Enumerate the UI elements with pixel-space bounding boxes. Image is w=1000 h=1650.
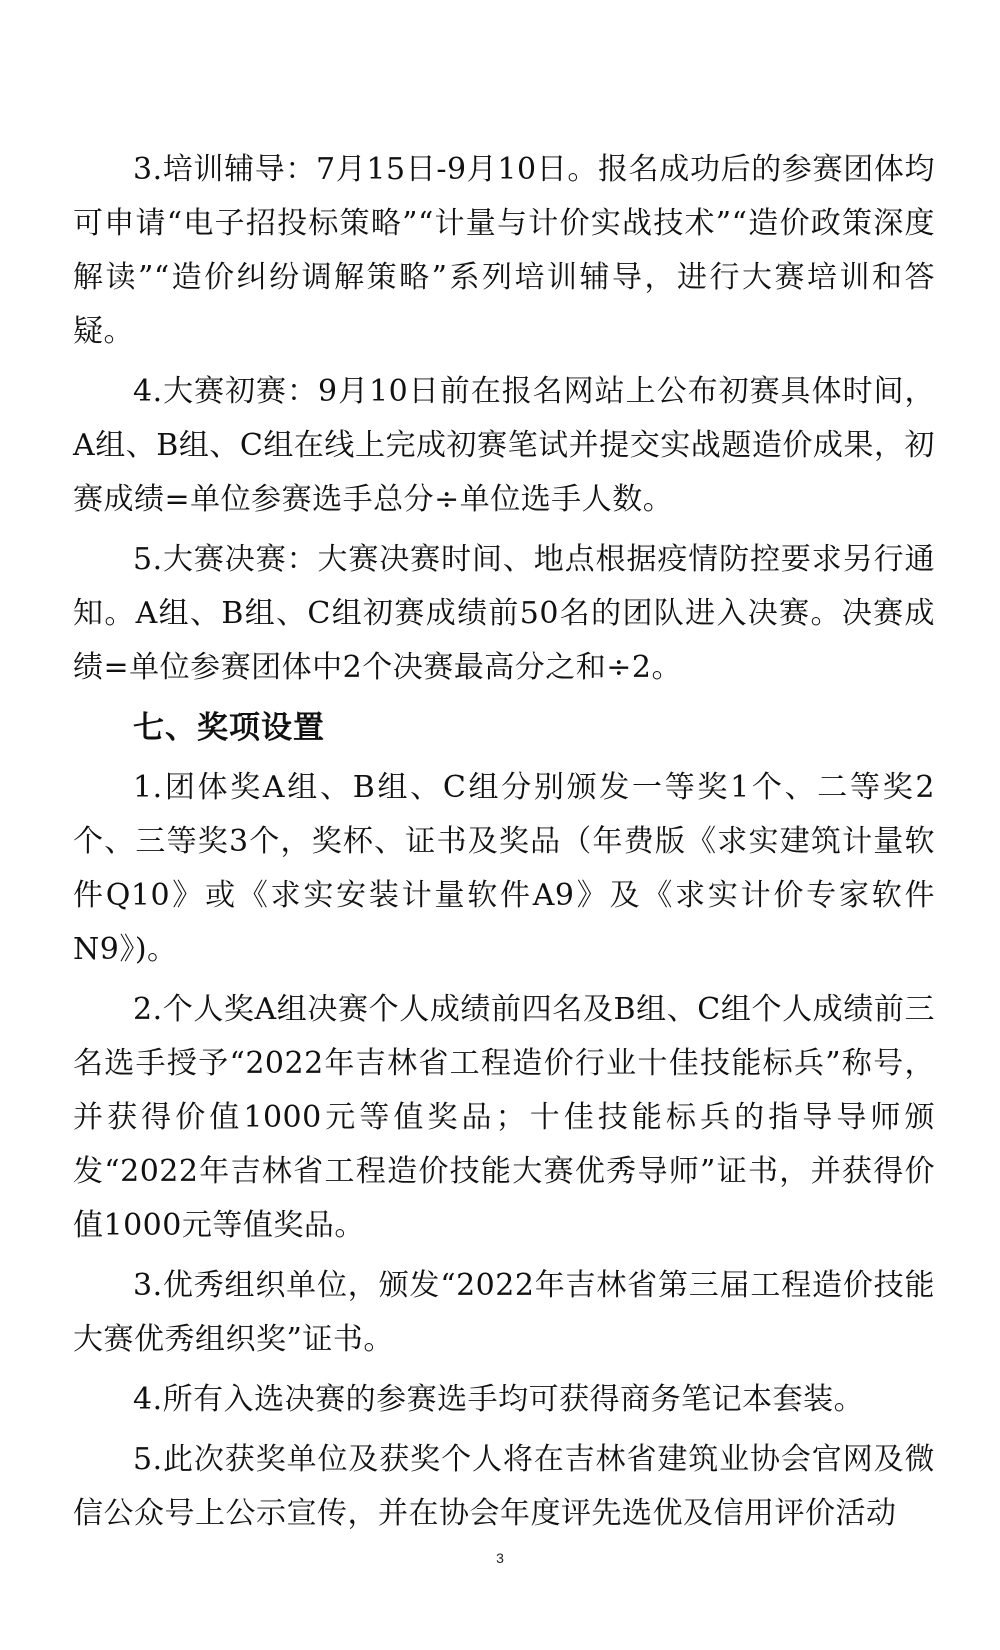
paragraph-preliminary: 4.大赛初赛：9月10日前在报名网站上公布初赛具体时间，A组、B组、C组在线上完成初赛笔试并提交实战题造价成果，初赛成绩=单位参赛选手总分÷单位选手人数。 [73, 374, 935, 517]
paragraph-individual-award: 2.个人奖A组决赛个人成绩前四名及B组、C组个人成绩前三名选手授予“2022年吉林省工程造价行业十佳技能标兵”称号，并获得价值1000元等值奖品；十佳技能标兵的指导导师颁发“2022年吉林省工程造价技能大赛优秀导师”证书，并获得价值1000元等值奖品。 [73, 992, 935, 1243]
paragraph-finalist-gift: 4.所有入选决赛的参赛选手均可获得商务笔记本套装。 [133, 1382, 865, 1417]
paragraph-training: 3.培训辅导：7月15日-9月10日。报名成功后的参赛团体均可申请“电子招投标策略”“计量与计价实战技术”“造价政策深度解读”“造价纠纷调解策略”系列培训辅导，进行大赛培训和答疑。 [73, 152, 935, 349]
section-heading-awards: 七、奖项设置 [133, 710, 325, 746]
paragraph-final: 5.大赛决赛：大赛决赛时间、地点根据疫情防控要求另行通知。A组、B组、C组初赛成绩前50名的团队进入决赛。决赛成绩=单位参赛团体中2个决赛最高分之和÷2。 [73, 542, 935, 685]
paragraph-team-award: 1.团体奖A组、B组、C组分别颁发一等奖1个、二等奖2个、三等奖3个，奖杯、证书及奖品（年费版《求实建筑计量软件Q10》或《求实安装计量软件A9》及《求实计价专家软件N9》)。 [73, 770, 935, 967]
document-body [73, 143, 935, 1547]
paragraph-organization-award: 3.优秀组织单位，颁发“2022年吉林省第三届工程造价技能大赛优秀组织奖”证书。 [73, 1268, 935, 1357]
paragraph-publicity: 5.此次获奖单位及获奖个人将在吉林省建筑业协会官网及微信公众号上公示宣传，并在协会年度评先选优及信用评价活动 [73, 1442, 935, 1531]
page-number: 3 [496, 1550, 504, 1566]
